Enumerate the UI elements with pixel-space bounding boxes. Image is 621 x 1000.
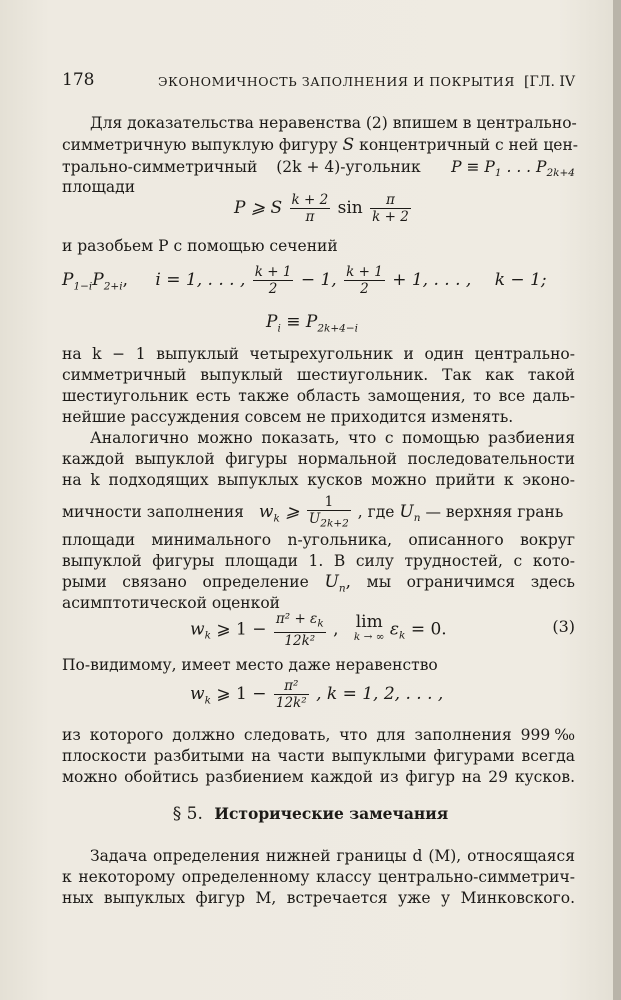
section-title: Исторические замечания: [214, 804, 449, 823]
text-line: на k подходящих выпуклых кусков можно прийти к эконо-: [62, 471, 575, 489]
text-line: нейшие рассуждения совсем не приходится изменять.: [62, 408, 514, 426]
text-line: асимптотической оценкой: [62, 594, 280, 612]
running-title: ЭКОНОМИЧНОСТЬ ЗАПОЛНЕНИЯ И ПОКРЫТИЯ: [158, 74, 515, 89]
page-edge: [613, 0, 621, 1000]
formula-eq3: $w_k$ ⩾ 1 − $\frac{\pi^2 + \varepsilon_k}{\text{12k²}}$ , lim k → ∞ $\varepsilon_k = 0$.: [190, 611, 447, 649]
text-line: симметричную выпуклую фигуру S концентричный с ней цен-: [62, 135, 579, 155]
text-line: мичности заполнения $w_k$ ⩾ $\frac{1}{U_{2k+2}}$ , где $U_n$ — верхняя грань: [62, 494, 564, 530]
text-line: и разобьем P с помощью сечений: [62, 237, 338, 255]
text-line: каждой выпуклой фигуры нормальной последовательности: [62, 450, 575, 468]
text-line: симметричный выпуклый шестиугольник. Так как такой: [62, 366, 575, 384]
text-line: на k − 1 выпуклый четырехугольник и один центрально-: [62, 345, 575, 363]
text-line: По-видимому, имеет место даже неравенство: [62, 656, 438, 674]
text-line: ных выпуклых фигур M, встречается уже у Минковского.: [62, 889, 575, 907]
text-line: из которого должно следовать, что для заполнения 999‰: [62, 726, 575, 744]
formula-area-bound: P ⩾ S $\frac{k + 2}{\pi}$ sin $\frac{\pi}{k + 2}$: [234, 192, 409, 225]
text-line: рыми связано определение $U_n$, мы ограничимся здесь: [62, 572, 575, 595]
text-line: выпуклой фигуры площади 1. В силу трудностей, с кото-: [62, 552, 575, 570]
text-line: плоскости разбитыми на части выпуклыми фигурами всегда: [62, 747, 575, 765]
equation-number: (3): [552, 617, 575, 636]
text-line: Задача определения нижней границы d (M), относящаяся: [90, 847, 575, 865]
text-line: шестиугольник есть также область замощения, то все даль-: [62, 387, 575, 405]
text-line: площади: [62, 178, 136, 196]
page-number: 178: [62, 70, 95, 90]
section-heading: [0, 804, 621, 824]
text-line: Аналогично можно показать, что с помощью разбиения: [90, 429, 575, 447]
text-line: трально-симметричный (2k + 4)-угольник $P \equiv P_1$ . . . $P_{2k+4}$: [62, 158, 575, 180]
text-line: площади минимального n-угольника, описанного вокруг: [62, 531, 575, 549]
chapter-marker: [ГЛ. IV: [524, 74, 575, 90]
text-line: к некоторому определенному классу центрально-симметрич-: [62, 868, 575, 886]
formula-eq4: $w_k$ ⩾ 1 − $\frac{\text{π²}}{\text{12k²}}$ , k = 1, 2, . . . ,: [190, 678, 444, 711]
text-line: Для доказательства неравенства (2) впишем в центрально-: [90, 114, 577, 132]
text-line: можно обойтись разбиением каждой из фигур на 29 кусков.: [62, 768, 575, 786]
section-number: § 5.: [172, 804, 203, 824]
formula-equivalence: $P_i \equiv P_{2k+4-i}$: [266, 312, 358, 335]
formula-sections: $P_{1-i}P_{2+i}$, i = 1, . . . , $\frac{k + 1}{2}$ − 1, $\frac{k + 1}{2}$ + 1, . . . , k − 1;: [62, 264, 547, 297]
